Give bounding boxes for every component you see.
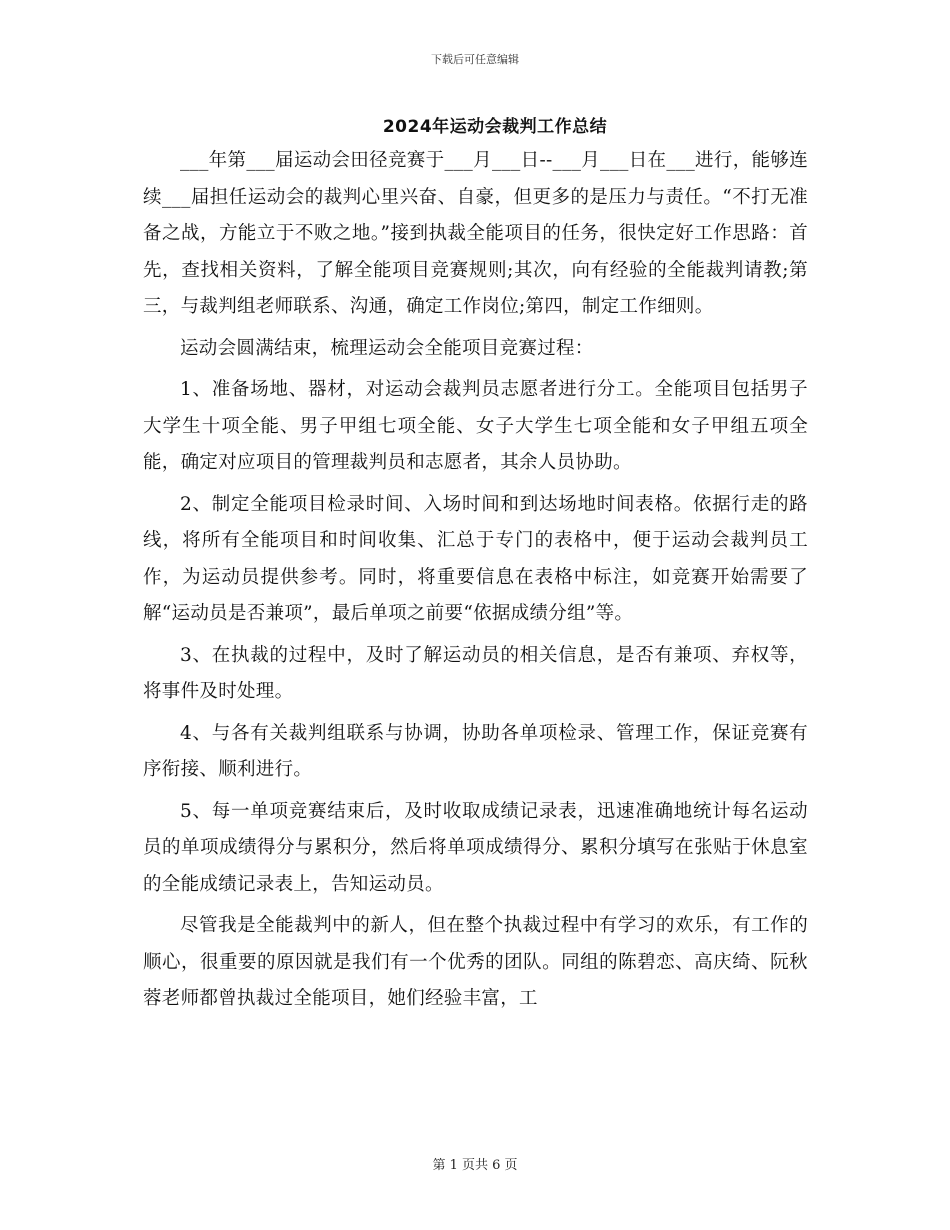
document-body <box>143 143 808 1018</box>
paragraph-summary-lead: 运动会圆满结束，梳理运动会全能项目竞赛过程： <box>180 337 594 359</box>
paragraph-item-3: 3、在执裁的过程中，及时了解运动员的相关信息，是否有兼项、弃权等，将事件及时处理。 <box>143 644 808 702</box>
page-number: 第 1 页共 6 页 <box>432 1158 518 1173</box>
paragraph-item-5: 5、每一单项竞赛结束后，及时收取成绩记录表，迅速准确地统计每名运动员的单项成绩得分与累积分，然后将单项成绩得分、累积分填写在张贴于休息室的全能成绩记录表上，告知运动员。 <box>143 800 808 895</box>
paragraph-item-1: 1、准备场地、器材，对运动会裁判员志愿者进行分工。全能项目包括男子大学生十项全能、男子甲组七项全能、女子大学生七项全能和女子甲组五项全能，确定对应项目的管理裁判员和志愿者，其余人员协助。 <box>143 379 808 473</box>
paragraph-intro: ___年第___届运动会田径竞赛于___月___日--___月___日在___进行，能够连续___届担任运动会的裁判心里兴奋、自豪，但更多的是压力与责任。“不打无准备之战，方能立于不败之地。”接到执裁全能项目的任务，很快定好工作思路：首先，查找相关资料，了解全能项目竞赛规则;其次，向有经验的全能裁判请教;第三，与裁判组老师联系、沟通，确定工作岗位;第四，制定工作细则。 <box>143 150 808 317</box>
paragraph-item-4: 4、与各有关裁判组联系与协调，协助各单项检录、管理工作，保证竞赛有序衔接、顺利进行。 <box>143 722 808 780</box>
paragraph-item-2: 2、制定全能项目检录时间、入场时间和到达场地时间表格。依据行走的路线，将所有全能项目和时间收集、汇总于专门的表格中，便于运动会裁判员工作，为运动员提供参考。同时，将重要信息在表格中标注，如竞赛开始需要了解“运动员是否兼项”，最后单项之前要“依据成绩分组”等。 <box>143 493 808 624</box>
paragraph-reflection: 尽管我是全能裁判中的新人，但在整个执裁过程中有学习的欢乐，有工作的顺心，很重要的原因就是我们有一个优秀的团队。同组的陈碧恋、高庆绮、阮秋蓉老师都曾执裁过全能项目，她们经验丰富，工 <box>143 915 808 1009</box>
document-title: 2024年运动会裁判工作总结 <box>382 117 608 137</box>
page-header-note: 下载后可任意编辑 <box>431 53 519 66</box>
